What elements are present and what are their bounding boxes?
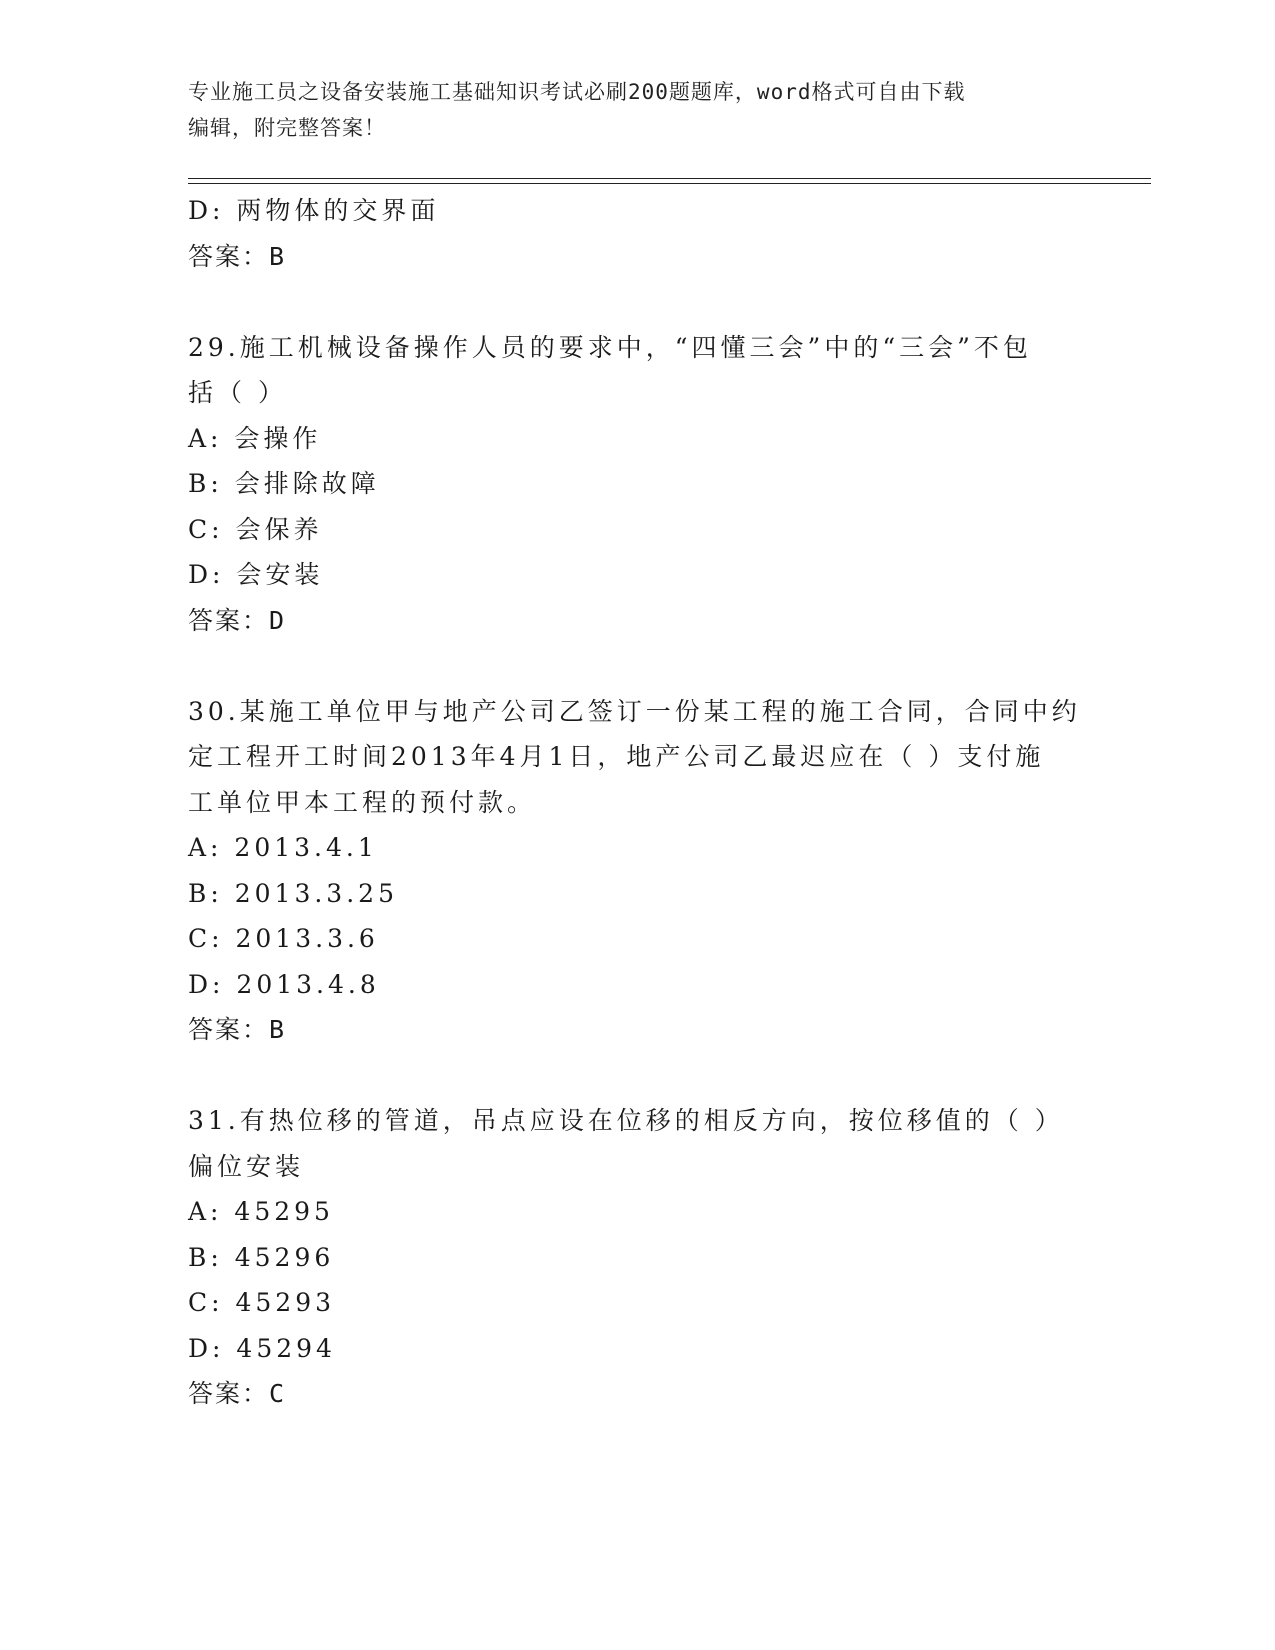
stem-line: 定工程开工时间2013年4月1日，地产公司乙最迟应在（ ）支付施 <box>188 742 1045 771</box>
answer-line: 答案：D <box>188 605 287 635</box>
option-b: B: 2013.3.25 <box>188 878 398 908</box>
question-stem <box>188 1098 1088 1189</box>
question-stem <box>188 325 1088 416</box>
answer-line: 答案：C <box>188 1379 287 1408</box>
stem-line: 31.有热位移的管道，吊点应设在位移的相反方向，按位移值的（ ） <box>188 1106 1064 1135</box>
question-29 <box>188 325 1088 644</box>
page-header <box>188 74 1088 146</box>
answer-line: 答案：B <box>188 1015 287 1044</box>
option-a: A: 2013.4.1 <box>188 833 378 862</box>
header-divider-top <box>188 178 1151 179</box>
previous-question-tail <box>188 188 1088 279</box>
option-b: B: 会排除故障 <box>188 469 380 498</box>
stem-line: 29.施工机械设备操作人员的要求中，“四懂三会”中的“三会”不包 <box>188 332 1032 362</box>
question-stem <box>188 689 1088 826</box>
option-c: C: 2013.3.6 <box>188 924 379 953</box>
option-c: C: 45293 <box>188 1288 336 1317</box>
option-a: A: 会操作 <box>188 423 322 453</box>
header-line-2: 编辑，附完整答案！ <box>188 116 386 140</box>
stem-line: 工单位甲本工程的预付款。 <box>188 787 537 817</box>
spacer <box>188 279 1088 325</box>
option-d: D: 会安装 <box>188 560 324 589</box>
spacer <box>188 643 1088 689</box>
question-31 <box>188 1098 1088 1417</box>
option-d: D: 2013.4.8 <box>188 969 380 999</box>
header-divider-bottom <box>188 183 1151 184</box>
question-30 <box>188 689 1088 1053</box>
question-list <box>188 188 1088 1417</box>
stem-line: 偏位安装 <box>188 1151 305 1181</box>
header-line-1: 专业施工员之设备安装施工基础知识考试必刷200题题库，word格式可自由下载 <box>188 80 966 104</box>
option-d: D: 45294 <box>188 1333 336 1363</box>
option-d: D: 两物体的交界面 <box>188 196 440 225</box>
answer-line: 答案：B <box>188 241 287 271</box>
stem-line: 括（ ） <box>188 378 287 407</box>
option-c: C: 会保养 <box>188 514 323 544</box>
option-b: B: 45296 <box>188 1242 335 1272</box>
stem-line: 30.某施工单位甲与地产公司乙签订一份某工程的施工合同，合同中约 <box>188 696 1081 726</box>
option-a: A: 45295 <box>188 1197 334 1226</box>
spacer <box>188 1053 1088 1099</box>
